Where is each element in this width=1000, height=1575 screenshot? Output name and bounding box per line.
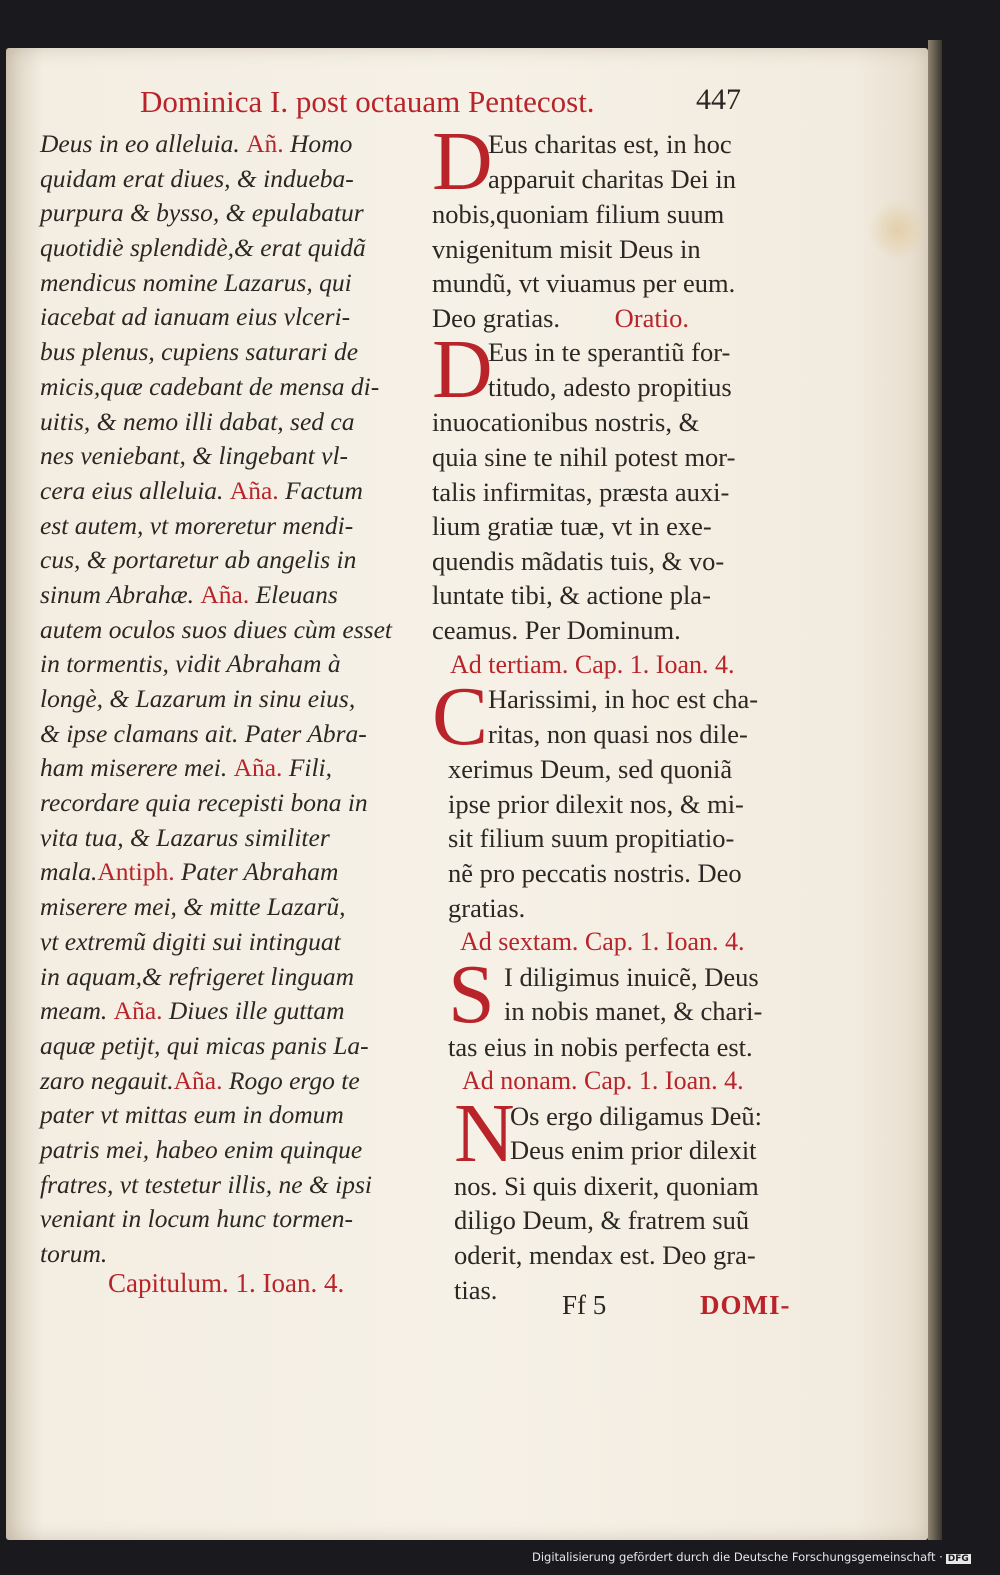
line-text: & ipse clamans ait. Pater Abra-	[40, 718, 367, 748]
text-line	[40, 370, 432, 405]
text-line: nos. Si quis dixerit, quoniam	[454, 1170, 759, 1201]
line-text: est autem, vt moreretur mendi-	[40, 510, 354, 540]
text-line: lium gratiæ tuæ, vt in exe-	[432, 511, 712, 542]
text-line	[40, 855, 432, 890]
page-edge	[928, 40, 942, 1540]
line-text: Deus in eo alleluia.	[40, 129, 247, 158]
text-line: tias.	[454, 1274, 498, 1305]
line-text: quidam erat diues, & indueba-	[40, 163, 354, 193]
text-line: inuocationibus nostris, &	[432, 407, 700, 438]
line-text: Fili,	[282, 753, 333, 783]
line-text: pater vt mittas eum in domum	[40, 1100, 344, 1130]
text-line	[40, 405, 432, 440]
line-text: cus, & portaretur ab angelis in	[40, 545, 357, 575]
text-line: talis infirmitas, præsta auxi-	[432, 476, 730, 507]
line-text: torum.	[40, 1239, 108, 1268]
line-text: in aquam,& refrigeret linguam	[40, 961, 355, 991]
text-line: ceamus. Per Dominum.	[432, 614, 681, 645]
line-text: zaro negauit.	[40, 1065, 174, 1095]
text-line	[40, 127, 432, 162]
drop-cap-s: S	[448, 947, 495, 1041]
running-title: Dominica I. post octauam Pentecost.	[140, 84, 595, 119]
text-line	[40, 231, 432, 266]
line-text: ham miserere mei.	[40, 753, 234, 783]
drop-cap-d: D	[432, 323, 493, 417]
credit-text: Digitalisierung gefördert durch die Deutsche Forschungsgemeinschaft ·	[532, 1550, 943, 1564]
antiphon-label: Aña.	[229, 475, 279, 505]
drop-cap-d: D	[432, 115, 493, 208]
antiphon-label: Aña.	[200, 579, 250, 609]
text-line	[40, 960, 432, 995]
line-text: mala.	[40, 857, 98, 887]
line-text: Diues ille guttam	[162, 996, 345, 1026]
paragraph-1	[432, 115, 832, 335]
text-line: xerimus Deum, sed quoniã	[448, 754, 733, 785]
text-line	[40, 474, 432, 509]
line-text: cera eius alleluia.	[40, 475, 230, 505]
antiphon-label: Aña.	[233, 753, 283, 783]
text-line: mundũ, vt viuamus per eum.	[432, 268, 736, 299]
text-line: oderit, mendax est. Deo gra-	[454, 1240, 756, 1271]
text-line: vnigenitum misit Deus in	[432, 233, 701, 264]
line-text: Rogo ergo te	[222, 1065, 360, 1095]
antiphon-label: Antiph.	[97, 857, 175, 887]
text-line	[40, 300, 432, 335]
line-text: uitis, & nemo illi dabat, sed ca	[40, 406, 355, 436]
drop-cap-c: C	[432, 670, 489, 764]
line-text: mendicus nomine Lazarus, qui	[40, 267, 352, 297]
line-text: vita tua, & Lazarus similiter	[40, 822, 330, 852]
signature-mark: Ff 5	[562, 1290, 607, 1320]
text-line	[40, 1098, 432, 1133]
digitization-credit	[532, 1550, 998, 1570]
heading-ad-tertiam: Ad tertiam. Cap. 1. Ioan. 4.	[450, 649, 735, 679]
line-text: meam.	[40, 996, 114, 1026]
text-line	[40, 925, 432, 960]
line-text: fratres, vt testetur illis, ne & ipsi	[40, 1169, 372, 1199]
text-line	[40, 786, 432, 821]
text-line	[40, 1133, 432, 1168]
text-line	[40, 162, 432, 197]
line-text: Eleuans	[249, 579, 338, 609]
text-line	[40, 751, 432, 786]
line-text: sinum Abrahæ.	[40, 579, 201, 609]
text-line	[40, 1168, 432, 1203]
text-line: nẽ pro peccatis nostris. Deo	[448, 857, 742, 888]
text-line	[40, 543, 432, 578]
text-line: Harissimi, in hoc est cha-	[488, 684, 759, 715]
text-line	[40, 613, 432, 648]
line-text: bus plenus, cupiens saturari de	[40, 337, 359, 367]
text-line: luntate tibi, & actione pla-	[432, 580, 711, 611]
text-line: in nobis manet, & chari-	[504, 996, 763, 1027]
paragraph-3	[432, 670, 832, 925]
text-line: quia sine te nihil potest mor-	[432, 441, 736, 472]
paragraph-4	[432, 947, 832, 1065]
line-text: in tormentis, vidit Abraham à	[40, 649, 341, 679]
text-line: apparuit charitas Dei in	[488, 163, 736, 194]
line-text: Pater Abraham	[174, 857, 339, 887]
text-line	[40, 1064, 432, 1099]
text-line: sit filium suum propitiatio-	[448, 823, 735, 854]
paragraph-5	[432, 1086, 832, 1307]
line-text: Homo	[283, 129, 353, 158]
text-line	[40, 509, 432, 544]
deo-gratias: Deo gratias.	[432, 302, 561, 333]
catchword: DOMI-	[700, 1290, 791, 1320]
page-number: 447	[696, 83, 741, 116]
text-line: nobis,quoniam filium suum	[432, 199, 725, 229]
left-column	[40, 127, 432, 1272]
line-text: veniant in locum hunc tormen-	[40, 1204, 354, 1234]
line-text: miserere mei, & mitte Lazarũ,	[40, 892, 346, 922]
antiphon-label: Aña.	[113, 996, 163, 1026]
line-text: micis,quæ cadebant de mensa di-	[40, 371, 380, 401]
line-text: vt extremũ digiti sui intinguat	[40, 926, 341, 956]
line-text: iacebat ad ianuam eius vlceri-	[40, 302, 351, 332]
line-text: Factum	[278, 475, 363, 505]
dfg-logo: DFG	[947, 1554, 969, 1564]
line-text: aquæ petijt, qui micas panis La-	[40, 1030, 369, 1060]
text-line: quendis mãdatis tuis, & vo-	[432, 545, 725, 576]
text-line: titudo, adesto propitius	[488, 371, 732, 402]
oratio-label: Oratio.	[614, 302, 689, 333]
line-text: recordare quia recepisti bona in	[40, 788, 368, 818]
text-line: Eus charitas est, in hoc	[488, 129, 732, 159]
text-line: diligo Deum, & fratrem suũ	[454, 1205, 750, 1236]
right-column	[432, 115, 832, 1307]
text-line	[40, 1029, 432, 1064]
text-line: ritas, non quasi nos dile-	[488, 718, 748, 749]
text-line: gratias.	[448, 892, 526, 923]
text-line: I diligimus inuicẽ, Deus	[504, 961, 759, 992]
heading-ad-nonam: Ad nonam. Cap. 1. Ioan. 4.	[462, 1066, 744, 1096]
text-line: Deus enim prior dilexit	[510, 1135, 757, 1166]
line-text: purpura & bysso, & epulabatur	[40, 198, 364, 228]
line-text: autem oculos suos diues cùm esset	[40, 614, 392, 644]
line-text: nes veniebant, & lingebant vl-	[40, 441, 349, 471]
text-line	[40, 335, 432, 370]
line-text: patris mei, habeo enim quinque	[40, 1134, 363, 1164]
text-line	[40, 196, 432, 231]
line-text: longè, & Lazarum in sinu eius,	[40, 684, 356, 713]
text-line: Os ergo diligamus Deũ:	[510, 1100, 762, 1131]
text-line: ipse prior dilexit nos, & mi-	[448, 788, 744, 819]
paragraph-2	[432, 323, 832, 647]
text-line	[40, 717, 432, 752]
text-line	[40, 647, 432, 682]
text-line: Eus in te sperantiũ for-	[488, 337, 731, 368]
heading-ad-sextam: Ad sextam. Cap. 1. Ioan. 4.	[460, 927, 745, 957]
text-line	[40, 266, 432, 301]
text-line	[40, 1202, 432, 1237]
text-line	[40, 439, 432, 474]
capitulum-heading: Capitulum. 1. Ioan. 4.	[108, 1268, 345, 1298]
line-text: quotidiè splendidè,& erat quidã	[40, 233, 366, 263]
text-line: tas eius in nobis perfecta est.	[448, 1031, 753, 1062]
text-line	[40, 821, 432, 856]
antiphon-label: Aña.	[173, 1065, 223, 1095]
drop-cap-n: N	[454, 1086, 515, 1180]
text-line	[40, 890, 432, 925]
text-line	[40, 994, 432, 1029]
text-line	[40, 578, 432, 613]
antiphon-label: Añ.	[246, 129, 284, 158]
paper-stain	[868, 200, 928, 260]
text-line	[40, 682, 432, 717]
text-line	[432, 301, 832, 336]
